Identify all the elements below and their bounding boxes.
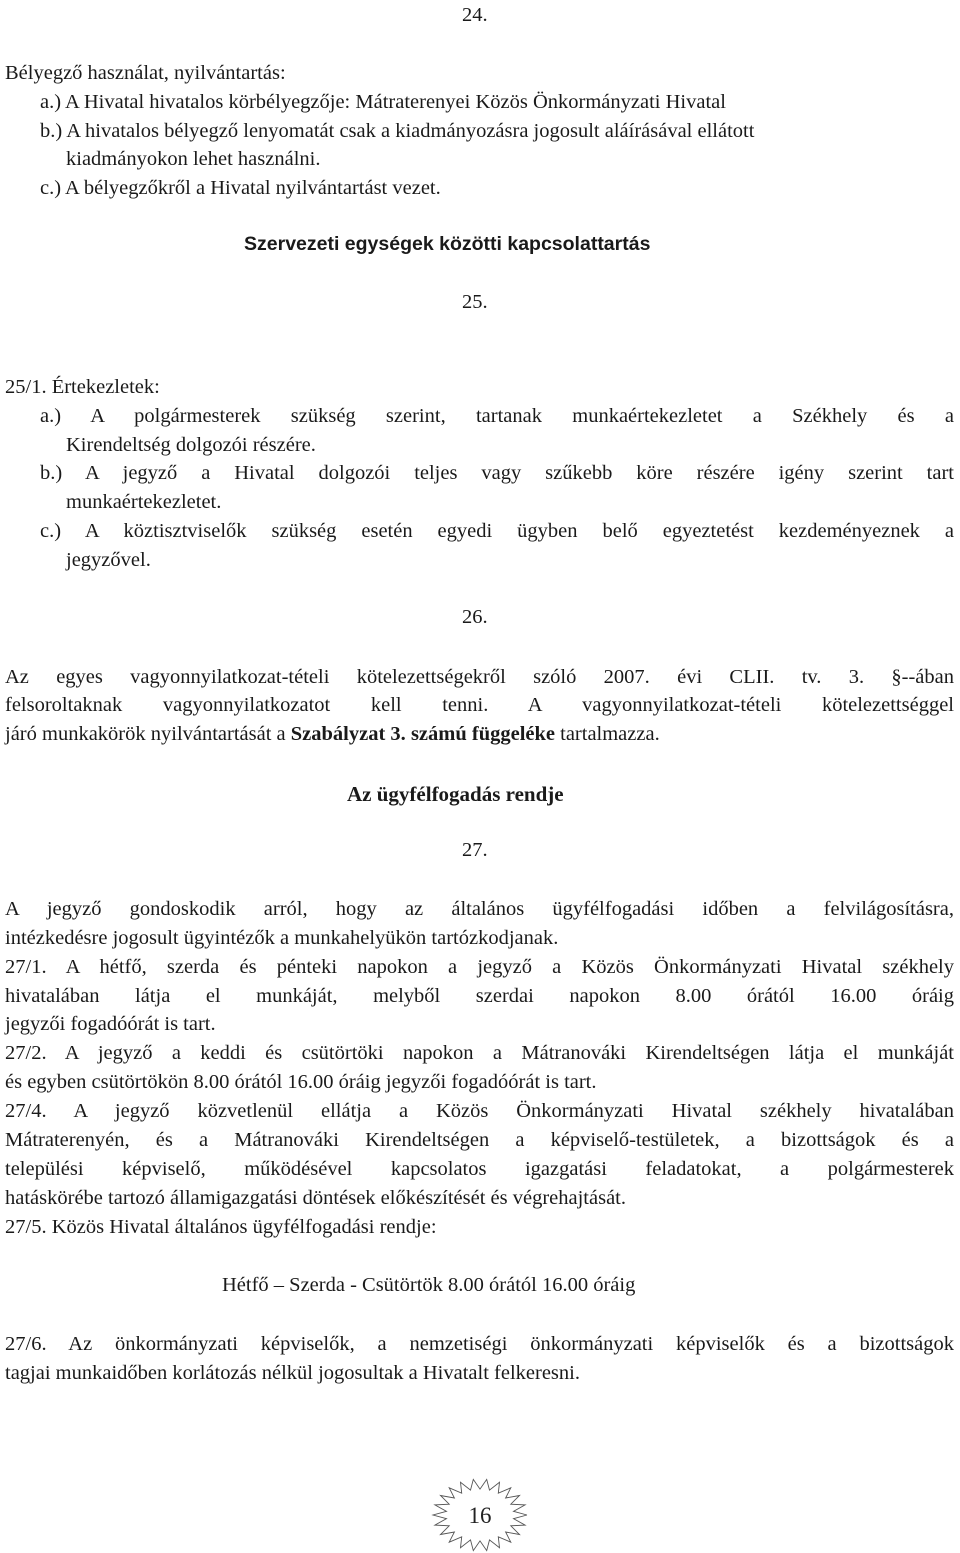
meetings-item-c-line2: jegyzővel. bbox=[66, 549, 151, 571]
stamp-item-b-line2: kiadmányokon lehet használni. bbox=[66, 148, 321, 170]
stamp-item-a: a.) A Hivatal hivatalos körbélyegzője: Mátraterenyei Közös Önkormányzati Hivatal bbox=[40, 91, 726, 113]
meetings-item-b-line1: b.) A jegyző a Hivatal dolgozói teljes vagy szűkebb köre részére igény szerint tart bbox=[40, 462, 954, 484]
meetings-title: 25/1. Értekezletek: bbox=[5, 376, 160, 398]
clients-27-4-line2: Mátraterenyén, és a Mátranováki Kirendeltségen a képviselő-testületek, a bizottságok és a bbox=[5, 1129, 954, 1151]
page-marker: 24. bbox=[462, 4, 488, 26]
clients-27-1-line2: hivatalában látja el munkáját, melyből szerdai napokon 8.00 órától 16.00 óráig bbox=[5, 985, 954, 1007]
stamp-item-c: c.) A bélyegzőkről a Hivatal nyilvántartást vezet. bbox=[40, 177, 441, 199]
clients-hours: Hétfő – Szerda - Csütörtök 8.00 órától 16.00 óráig bbox=[222, 1274, 636, 1296]
assets-bold-appendix: számú függeléke bbox=[410, 723, 555, 745]
clients-27-4-line1: 27/4. A jegyző közvetlenül ellátja a Közös Önkormányzati Hivatal székhely hivatalában bbox=[5, 1100, 954, 1122]
meetings-item-a-line1: a.) A polgármesterek szükség szerint, tartanak munkaértekezletet a Székhely és a bbox=[40, 405, 954, 427]
clients-27-1-line3: jegyzői fogadóórát is tart. bbox=[5, 1013, 216, 1035]
heading-clients: Az ügyfélfogadás rendje bbox=[347, 782, 564, 806]
clients-27-4-line3: települési képviselő, működésével kapcsolatos igazgatási feladatokat, a polgármesterek bbox=[5, 1158, 954, 1180]
stamp-item-b-line1: b.) A hivatalos bélyegző lenyomatát csak a kiadmányozásra jogosult aláírásával ellátott bbox=[40, 120, 755, 142]
assets-line2: felsoroltaknak vagyonnyilatkozatot kell tenni. A vagyonnyilatkozat-tételi kötelezettséggel bbox=[5, 694, 954, 716]
heading-contact: Szervezeti egységek közötti kapcsolattartás bbox=[244, 233, 651, 255]
clients-intro-line2: intézkedésre jogosult ügyintézők a munkahelyükön tartózkodjanak. bbox=[5, 927, 559, 949]
clients-27-2-line1: 27/2. A jegyző a keddi és csütörtöki napokon a Mátranováki Kirendeltségen látja el munkáját bbox=[5, 1042, 954, 1064]
assets-line3: járó munkakörök nyilvántartását a Szabályzat 3. számú függeléke tartalmazza. bbox=[5, 723, 660, 745]
section-title-stamps: Bélyegző használat, nyilvántartás: bbox=[5, 62, 286, 84]
section-number-25: 25. bbox=[462, 291, 488, 313]
meetings-item-a-line2: Kirendeltség dolgozói részére. bbox=[66, 434, 316, 456]
clients-27-2-line2: és egyben csütörtökön 8.00 órától 16.00 óráig jegyzői fogadóórát is tart. bbox=[5, 1071, 597, 1093]
page-number: 16 bbox=[468, 1503, 492, 1528]
clients-27-4-line4: hatáskörébe tartozó államigazgatási döntések előkészítését és végrehajtását. bbox=[5, 1187, 626, 1209]
assets-bold-rules: Szabályzat 3. bbox=[290, 723, 406, 745]
clients-27-5: 27/5. Közös Hivatal általános ügyfélfogadási rendje: bbox=[5, 1216, 437, 1238]
section-number-26: 26. bbox=[462, 606, 488, 628]
clients-27-6-line2: tagjai munkaidőben korlátozás nélkül jogosultak a Hivatalt felkeresni. bbox=[5, 1362, 580, 1384]
meetings-item-b-line2: munkaértekezletet. bbox=[66, 491, 222, 513]
meetings-item-c-line1: c.) A köztisztviselők szükség esetén egyedi ügyben belő egyeztetést kezdeményeznek a bbox=[40, 520, 954, 542]
clients-27-1-line1: 27/1. A hétfő, szerda és pénteki napokon a jegyző a Közös Önkormányzati Hivatal székhely bbox=[5, 956, 954, 978]
page-number-badge bbox=[431, 1478, 529, 1553]
clients-intro-line1: A jegyző gondoskodik arról, hogy az általános ügyfélfogadási időben a felvilágosításra, bbox=[5, 898, 954, 920]
assets-line1: Az egyes vagyonnyilatkozat-tételi kötelezettségekről szóló 2007. évi CLII. tv. 3. §--ában bbox=[5, 666, 954, 688]
clients-27-6-line1: 27/6. Az önkormányzati képviselők, a nemzetiségi önkormányzati képviselők és a bizottságok bbox=[5, 1333, 954, 1355]
section-number-27: 27. bbox=[462, 839, 488, 861]
